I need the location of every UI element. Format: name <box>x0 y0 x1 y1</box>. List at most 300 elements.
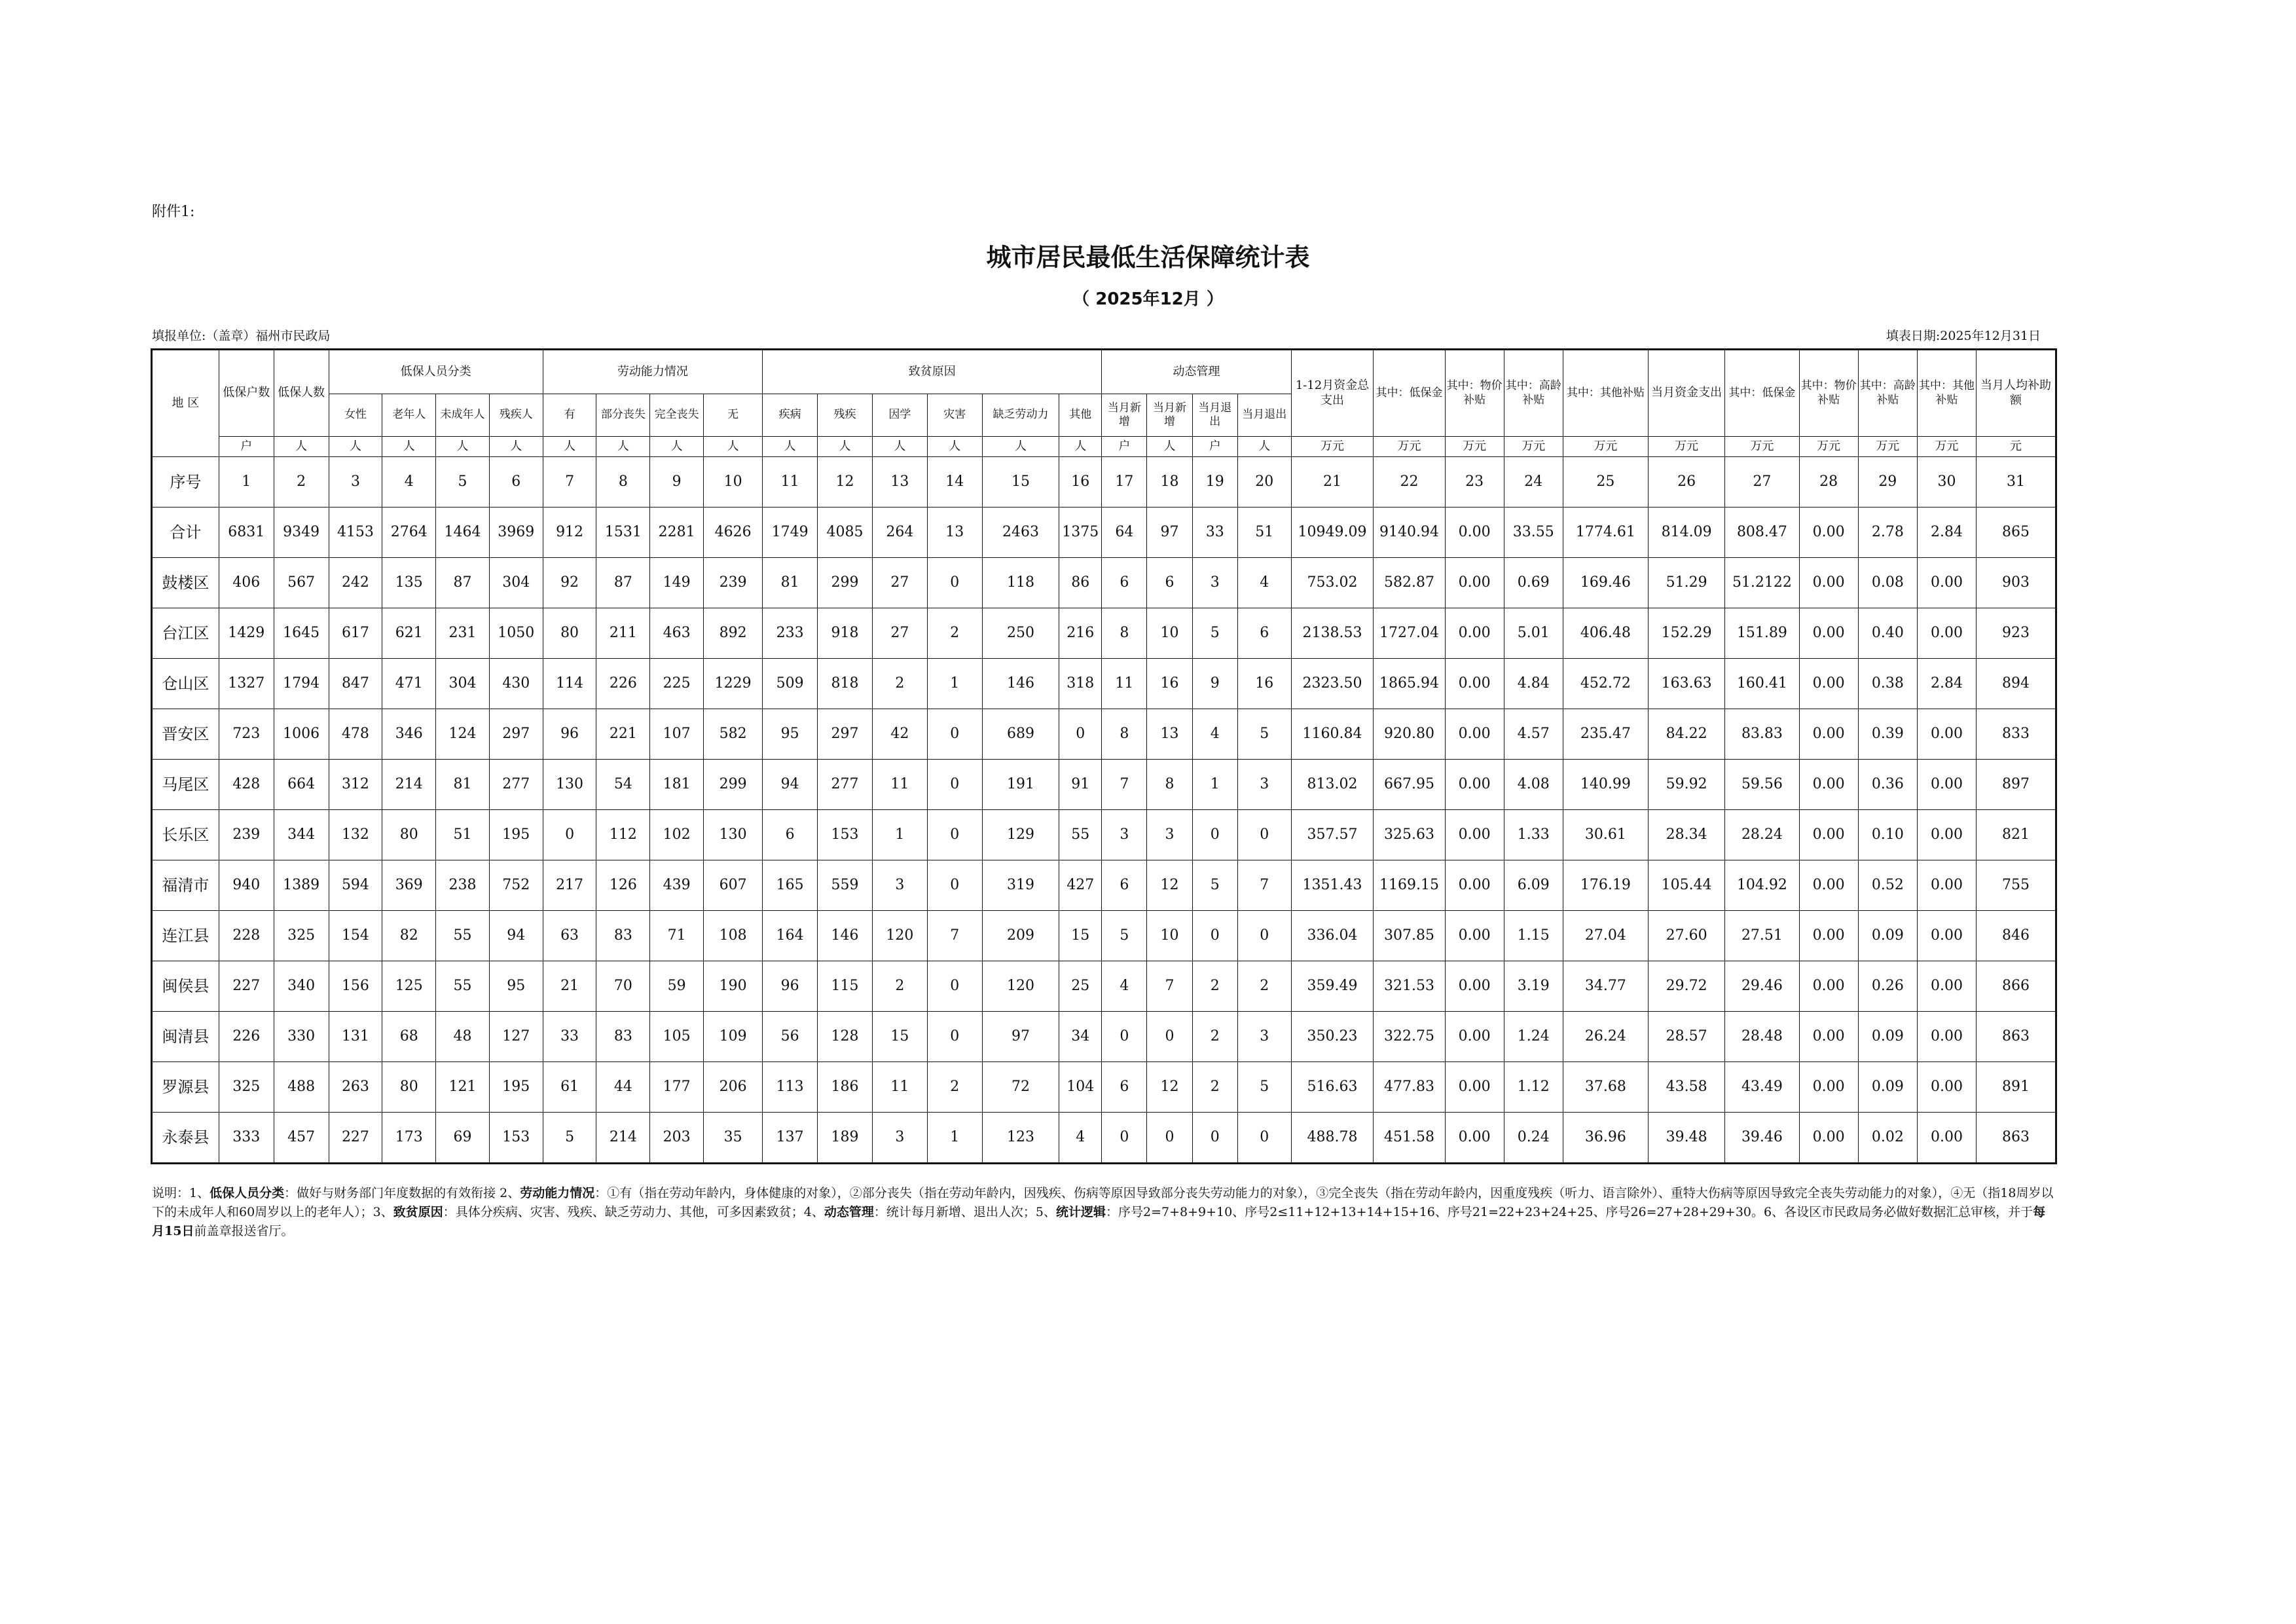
table-cell: 6 <box>1237 608 1291 659</box>
table-cell: 95 <box>489 961 543 1012</box>
table-row <box>152 961 2056 1012</box>
sequence-cell: 11 <box>763 457 818 507</box>
table-cell: 61 <box>543 1062 596 1113</box>
table-cell: 0 <box>1147 1012 1192 1062</box>
header-labor-lost: 完全丧失 <box>650 394 704 437</box>
table-cell: 457 <box>274 1113 329 1164</box>
table-cell: 2.78 <box>1858 507 1917 558</box>
table-cell: 846 <box>1977 911 2056 961</box>
table-cell: 121 <box>436 1062 490 1113</box>
sequence-cell: 30 <box>1917 457 1976 507</box>
table-cell: 5 <box>1192 860 1237 911</box>
table-cell: 753.02 <box>1291 558 1374 608</box>
table-cell: 195 <box>489 1062 543 1113</box>
table-cell: 6 <box>1102 558 1147 608</box>
unit-cell: 人 <box>543 437 596 457</box>
table-cell: 28.57 <box>1648 1012 1724 1062</box>
table-cell: 6.09 <box>1504 860 1563 911</box>
unit-cell: 人 <box>1147 437 1192 457</box>
notes-text-1: ：做好与财务部门年度数据的有效衔接 2、 <box>284 1186 520 1200</box>
table-cell: 322.75 <box>1374 1012 1445 1062</box>
table-cell: 2.84 <box>1917 659 1976 709</box>
table-cell: 33 <box>1192 507 1237 558</box>
table-cell: 2138.53 <box>1291 608 1374 659</box>
header-annual-sub-1: 其中：低保金 <box>1374 350 1445 437</box>
table-cell: 12 <box>1147 1062 1192 1113</box>
table-cell: 48 <box>436 1012 490 1062</box>
table-cell: 1429 <box>219 608 274 659</box>
table-cell: 350.23 <box>1291 1012 1374 1062</box>
table-cell: 891 <box>1977 1062 2056 1113</box>
table-cell: 130 <box>543 760 596 810</box>
table-cell: 228 <box>219 911 274 961</box>
table-cell: 107 <box>650 709 704 760</box>
unit-row <box>152 437 2056 457</box>
table-cell: 233 <box>763 608 818 659</box>
table-cell: 0.00 <box>1799 961 1858 1012</box>
table-cell: 6 <box>1147 558 1192 608</box>
table-cell: 33.55 <box>1504 507 1563 558</box>
table-cell: 0.00 <box>1799 709 1858 760</box>
table-cell: 9140.94 <box>1374 507 1445 558</box>
table-cell: 191 <box>982 760 1059 810</box>
table-cell: 1389 <box>274 860 329 911</box>
header-region: 地 区 <box>152 350 219 457</box>
table-cell: 105 <box>650 1012 704 1062</box>
header-minor: 未成年人 <box>436 394 490 437</box>
table-cell: 64 <box>1102 507 1147 558</box>
table-cell: 96 <box>763 961 818 1012</box>
table-cell: 153 <box>489 1113 543 1164</box>
table-cell: 126 <box>596 860 650 911</box>
table-cell: 125 <box>382 961 436 1012</box>
notes-bold-6: 每月15日 <box>152 1205 2046 1238</box>
table-cell: 35 <box>704 1113 763 1164</box>
table-cell: 7 <box>1102 760 1147 810</box>
header-poverty-disaster: 灾害 <box>927 394 982 437</box>
sequence-cell: 16 <box>1059 457 1102 507</box>
table-cell: 0.00 <box>1445 709 1504 760</box>
header-dynamic: 动态管理 <box>1102 350 1291 394</box>
table-cell: 2 <box>1192 1062 1237 1113</box>
unit-cell: 户 <box>1102 437 1147 457</box>
statistics-table <box>151 348 2057 1164</box>
table-cell: 16 <box>1237 659 1291 709</box>
header-dynamic-new-persons: 当月新增 <box>1147 394 1192 437</box>
table-cell: 239 <box>219 810 274 860</box>
table-row <box>152 558 2056 608</box>
table-cell: 130 <box>704 810 763 860</box>
table-cell: 43.49 <box>1725 1062 1799 1113</box>
table-cell: 2764 <box>382 507 436 558</box>
table-cell: 0 <box>1237 810 1291 860</box>
table-cell: 903 <box>1977 558 2056 608</box>
table-cell: 160.41 <box>1725 659 1799 709</box>
region-name: 闽侯县 <box>152 961 219 1012</box>
table-cell: 1351.43 <box>1291 860 1374 911</box>
table-cell: 173 <box>382 1113 436 1164</box>
table-cell: 1006 <box>274 709 329 760</box>
table-cell: 214 <box>382 760 436 810</box>
table-cell: 406.48 <box>1563 608 1648 659</box>
unit-cell: 元 <box>1977 437 2056 457</box>
table-cell: 0 <box>1237 1113 1291 1164</box>
header-annual-sub-2: 其中：物价补贴 <box>1445 350 1504 437</box>
table-cell: 82 <box>382 911 436 961</box>
table-cell: 190 <box>704 961 763 1012</box>
unit-cell: 人 <box>489 437 543 457</box>
unit-cell: 万元 <box>1725 437 1799 457</box>
table-cell: 87 <box>596 558 650 608</box>
table-cell: 33 <box>543 1012 596 1062</box>
table-cell: 1.33 <box>1504 810 1563 860</box>
table-cell: 8 <box>1147 760 1192 810</box>
header-labor-full: 有 <box>543 394 596 437</box>
table-cell: 128 <box>818 1012 873 1062</box>
table-cell: 221 <box>596 709 650 760</box>
notes-text-5: ：序号2=7+8+9+10、序号2≤11+12+13+14+15+16、序号21=22+23+24+25、序号26=27+28+29+30。6、各设区市民政局务必做好数据汇总审核，并于 <box>1106 1205 2033 1219</box>
header-poverty-other: 其他 <box>1059 394 1102 437</box>
table-cell: 607 <box>704 860 763 911</box>
unit-cell: 万元 <box>1648 437 1724 457</box>
table-cell: 0 <box>1192 911 1237 961</box>
table-cell: 5 <box>1237 1062 1291 1113</box>
table-cell: 1727.04 <box>1374 608 1445 659</box>
table-cell: 4085 <box>818 507 873 558</box>
table-cell: 80 <box>382 810 436 860</box>
table-cell: 439 <box>650 860 704 911</box>
region-name: 福清市 <box>152 860 219 911</box>
header-elderly: 老年人 <box>382 394 436 437</box>
attachment-label: 附件1: <box>152 204 195 220</box>
table-cell: 83.83 <box>1725 709 1799 760</box>
table-cell: 0.00 <box>1445 810 1504 860</box>
table-cell: 865 <box>1977 507 2056 558</box>
table-cell: 6 <box>763 810 818 860</box>
table-cell: 559 <box>818 860 873 911</box>
table-cell: 0.38 <box>1858 659 1917 709</box>
table-cell: 68 <box>382 1012 436 1062</box>
header-labor: 劳动能力情况 <box>543 350 763 394</box>
sequence-cell: 20 <box>1237 457 1291 507</box>
table-cell: 10949.09 <box>1291 507 1374 558</box>
table-cell: 2 <box>1237 961 1291 1012</box>
table-cell: 1865.94 <box>1374 659 1445 709</box>
table-cell: 4626 <box>704 507 763 558</box>
table-cell: 5.01 <box>1504 608 1563 659</box>
region-name: 合计 <box>152 507 219 558</box>
table-cell: 6831 <box>219 507 274 558</box>
table-cell: 7 <box>927 911 982 961</box>
table-cell: 264 <box>872 507 927 558</box>
table-cell: 54 <box>596 760 650 810</box>
header-dynamic-new-households: 当月新增 <box>1102 394 1147 437</box>
table-cell: 923 <box>1977 608 2056 659</box>
fill-date: 填表日期:2025年12月31日 <box>1886 329 2041 343</box>
table-cell: 892 <box>704 608 763 659</box>
table-cell: 42 <box>872 709 927 760</box>
table-cell: 129 <box>982 810 1059 860</box>
table-cell: 897 <box>1977 760 2056 810</box>
table-cell: 81 <box>436 760 490 810</box>
table-cell: 0.09 <box>1858 911 1917 961</box>
table-cell: 0.00 <box>1799 558 1858 608</box>
sequence-cell: 4 <box>382 457 436 507</box>
table-cell: 7 <box>1237 860 1291 911</box>
sequence-cell: 23 <box>1445 457 1504 507</box>
unit-cell: 人 <box>704 437 763 457</box>
unit-cell: 户 <box>1192 437 1237 457</box>
table-cell: 0 <box>543 810 596 860</box>
table-cell: 2463 <box>982 507 1059 558</box>
header-poverty-education: 因学 <box>872 394 927 437</box>
sequence-cell: 6 <box>489 457 543 507</box>
table-cell: 471 <box>382 659 436 709</box>
header-persons: 低保人数 <box>274 350 329 437</box>
table-cell: 55 <box>1059 810 1102 860</box>
table-cell: 752 <box>489 860 543 911</box>
table-cell: 0.00 <box>1445 1062 1504 1113</box>
unit-cell: 万元 <box>1374 437 1445 457</box>
table-cell: 1794 <box>274 659 329 709</box>
table-cell: 863 <box>1977 1113 2056 1164</box>
table-cell: 299 <box>704 760 763 810</box>
table-cell: 4 <box>1102 961 1147 1012</box>
table-cell: 1169.15 <box>1374 860 1445 911</box>
table-cell: 186 <box>818 1062 873 1113</box>
table-cell: 667.95 <box>1374 760 1445 810</box>
table-cell: 9349 <box>274 507 329 558</box>
table-cell: 10 <box>1147 911 1192 961</box>
sequence-cell: 8 <box>596 457 650 507</box>
unit-cell: 人 <box>329 437 382 457</box>
table-cell: 80 <box>382 1062 436 1113</box>
sequence-cell: 22 <box>1374 457 1445 507</box>
table-cell: 0.00 <box>1917 709 1976 760</box>
table-cell: 5 <box>543 1113 596 1164</box>
table-cell: 0.00 <box>1917 1113 1976 1164</box>
table-cell: 319 <box>982 860 1059 911</box>
table-row <box>152 1062 2056 1113</box>
table-cell: 70 <box>596 961 650 1012</box>
table-cell: 21 <box>543 961 596 1012</box>
table-cell: 0.09 <box>1858 1062 1917 1113</box>
table-cell: 0 <box>927 1012 982 1062</box>
sequence-cell: 15 <box>982 457 1059 507</box>
table-cell: 346 <box>382 709 436 760</box>
table-cell: 833 <box>1977 709 2056 760</box>
table-cell: 2 <box>927 608 982 659</box>
table-cell: 0 <box>927 860 982 911</box>
table-cell: 3 <box>1192 558 1237 608</box>
header-labor-partial: 部分丧失 <box>596 394 650 437</box>
sequence-cell: 31 <box>1977 457 2056 507</box>
region-name: 鼓楼区 <box>152 558 219 608</box>
table-cell: 0.00 <box>1917 1012 1976 1062</box>
table-cell: 113 <box>763 1062 818 1113</box>
table-cell: 0.00 <box>1445 860 1504 911</box>
notes-bold-3: 致贫原因 <box>393 1205 443 1219</box>
table-cell: 63 <box>543 911 596 961</box>
table-cell: 0.00 <box>1917 911 1976 961</box>
sequence-cell: 25 <box>1563 457 1648 507</box>
notes <box>152 1184 2057 1241</box>
table-cell: 15 <box>1059 911 1102 961</box>
table-cell: 318 <box>1059 659 1102 709</box>
header-disabled: 残疾人 <box>489 394 543 437</box>
table-cell: 214 <box>596 1113 650 1164</box>
table-row <box>152 911 2056 961</box>
table-cell: 0 <box>927 961 982 1012</box>
table-cell: 1 <box>872 810 927 860</box>
table-cell: 357.57 <box>1291 810 1374 860</box>
table-cell: 4.57 <box>1504 709 1563 760</box>
table-cell: 176.19 <box>1563 860 1648 911</box>
table-cell: 28.48 <box>1725 1012 1799 1062</box>
table-cell: 0.02 <box>1858 1113 1917 1164</box>
table-cell: 1 <box>927 1113 982 1164</box>
table-cell: 3 <box>872 860 927 911</box>
table-cell: 109 <box>704 1012 763 1062</box>
header-poverty-illness: 疾病 <box>763 394 818 437</box>
table-cell: 226 <box>596 659 650 709</box>
table-cell: 242 <box>329 558 382 608</box>
unit-cell: 人 <box>596 437 650 457</box>
table-cell: 0.00 <box>1917 760 1976 810</box>
table-cell: 156 <box>329 961 382 1012</box>
table-cell: 209 <box>982 911 1059 961</box>
table-cell: 333 <box>219 1113 274 1164</box>
table-cell: 55 <box>436 961 490 1012</box>
table-cell: 617 <box>329 608 382 659</box>
table-cell: 478 <box>329 709 382 760</box>
notes-bold-5: 统计逻辑 <box>1056 1205 1106 1219</box>
unit-cell: 人 <box>1059 437 1102 457</box>
table-cell: 582.87 <box>1374 558 1445 608</box>
table-cell: 894 <box>1977 659 2056 709</box>
table-cell: 621 <box>382 608 436 659</box>
table-cell: 80 <box>543 608 596 659</box>
table-cell: 27 <box>872 558 927 608</box>
table-cell: 3 <box>1237 1012 1291 1062</box>
unit-cell: 人 <box>818 437 873 457</box>
table-cell: 7 <box>1147 961 1192 1012</box>
table-cell: 216 <box>1059 608 1102 659</box>
notes-bold-4: 动态管理 <box>824 1205 874 1219</box>
notes-text-4: ：统计每月新增、退出人次；5、 <box>873 1205 1056 1219</box>
table-cell: 594 <box>329 860 382 911</box>
table-cell: 6 <box>1102 1062 1147 1113</box>
table-cell: 56 <box>763 1012 818 1062</box>
sequence-cell: 21 <box>1291 457 1374 507</box>
table-cell: 87 <box>436 558 490 608</box>
table-cell: 189 <box>818 1113 873 1164</box>
table-cell: 0.00 <box>1445 608 1504 659</box>
table-cell: 821 <box>1977 810 2056 860</box>
header-poverty-labor: 缺乏劳动力 <box>982 394 1059 437</box>
table-cell: 151.89 <box>1725 608 1799 659</box>
region-name: 永泰县 <box>152 1113 219 1164</box>
table-cell: 920.80 <box>1374 709 1445 760</box>
table-cell: 4 <box>1192 709 1237 760</box>
table-cell: 26.24 <box>1563 1012 1648 1062</box>
table-cell: 6 <box>1102 860 1147 911</box>
table-cell: 0.00 <box>1799 810 1858 860</box>
table-cell: 0.00 <box>1917 961 1976 1012</box>
table-cell: 755 <box>1977 860 2056 911</box>
region-name: 连江县 <box>152 911 219 961</box>
table-cell: 1531 <box>596 507 650 558</box>
region-name: 台江区 <box>152 608 219 659</box>
table-cell: 0.00 <box>1799 1113 1858 1164</box>
table-cell: 4 <box>1059 1113 1102 1164</box>
table-cell: 277 <box>818 760 873 810</box>
table-cell: 120 <box>872 911 927 961</box>
table-cell: 1774.61 <box>1563 507 1648 558</box>
table-cell: 29.46 <box>1725 961 1799 1012</box>
table-cell: 0.00 <box>1445 1012 1504 1062</box>
unit-cell: 人 <box>982 437 1059 457</box>
table-cell: 263 <box>329 1062 382 1113</box>
table-cell: 3 <box>1237 760 1291 810</box>
table-cell: 847 <box>329 659 382 709</box>
table-cell: 2281 <box>650 507 704 558</box>
table-cell: 0.36 <box>1858 760 1917 810</box>
table-cell: 169.46 <box>1563 558 1648 608</box>
table-cell: 226 <box>219 1012 274 1062</box>
notes-text-2: ：①有（指在劳动年龄内，身体健康的对象），②部分丧失（指在劳动年龄内，因残疾、伤病等原因导致部分丧失劳动能力的对象），③完全丧失（指在劳动年龄内，因重度残疾（听力、语言除外）、重特大伤病等原因导致完全丧失劳动能力的对象），④无（指18周岁以下的未成年人和60周岁以上的老年人）；3、 <box>152 1186 2054 1219</box>
table-cell: 44 <box>596 1062 650 1113</box>
table-cell: 227 <box>219 961 274 1012</box>
sequence-cell: 12 <box>818 457 873 507</box>
sequence-cell: 5 <box>436 457 490 507</box>
table-cell: 297 <box>489 709 543 760</box>
sequence-cell: 13 <box>872 457 927 507</box>
table-cell: 0.00 <box>1799 608 1858 659</box>
table-cell: 28.34 <box>1648 810 1724 860</box>
table-cell: 325.63 <box>1374 810 1445 860</box>
table-cell: 582 <box>704 709 763 760</box>
table-cell: 108 <box>704 911 763 961</box>
header-households: 低保户数 <box>219 350 274 437</box>
table-cell: 808.47 <box>1725 507 1799 558</box>
unit-cell: 万元 <box>1858 437 1917 457</box>
header-dynamic-exit-households: 当月退出 <box>1192 394 1237 437</box>
table-cell: 131 <box>329 1012 382 1062</box>
region-name: 仓山区 <box>152 659 219 709</box>
page-subtitle: （ 2025年12月 ） <box>1072 289 1224 309</box>
table-cell: 0.00 <box>1445 911 1504 961</box>
table-cell: 0.00 <box>1445 1113 1504 1164</box>
table-cell: 0 <box>1192 810 1237 860</box>
table-cell: 8 <box>1102 709 1147 760</box>
table-cell: 149 <box>650 558 704 608</box>
table-cell: 0.52 <box>1858 860 1917 911</box>
notes-text-0: 说明：1、 <box>152 1186 210 1200</box>
table-cell: 51.2122 <box>1725 558 1799 608</box>
table-cell: 59 <box>650 961 704 1012</box>
table-cell: 27.51 <box>1725 911 1799 961</box>
header-poverty: 致贫原因 <box>763 350 1102 394</box>
sequence-cell: 18 <box>1147 457 1192 507</box>
table-row <box>152 1113 2056 1164</box>
table-cell: 452.72 <box>1563 659 1648 709</box>
table-cell: 463 <box>650 608 704 659</box>
table-cell: 509 <box>763 659 818 709</box>
table-cell: 27.60 <box>1648 911 1724 961</box>
table-cell: 297 <box>818 709 873 760</box>
table-cell: 2 <box>1192 1012 1237 1062</box>
